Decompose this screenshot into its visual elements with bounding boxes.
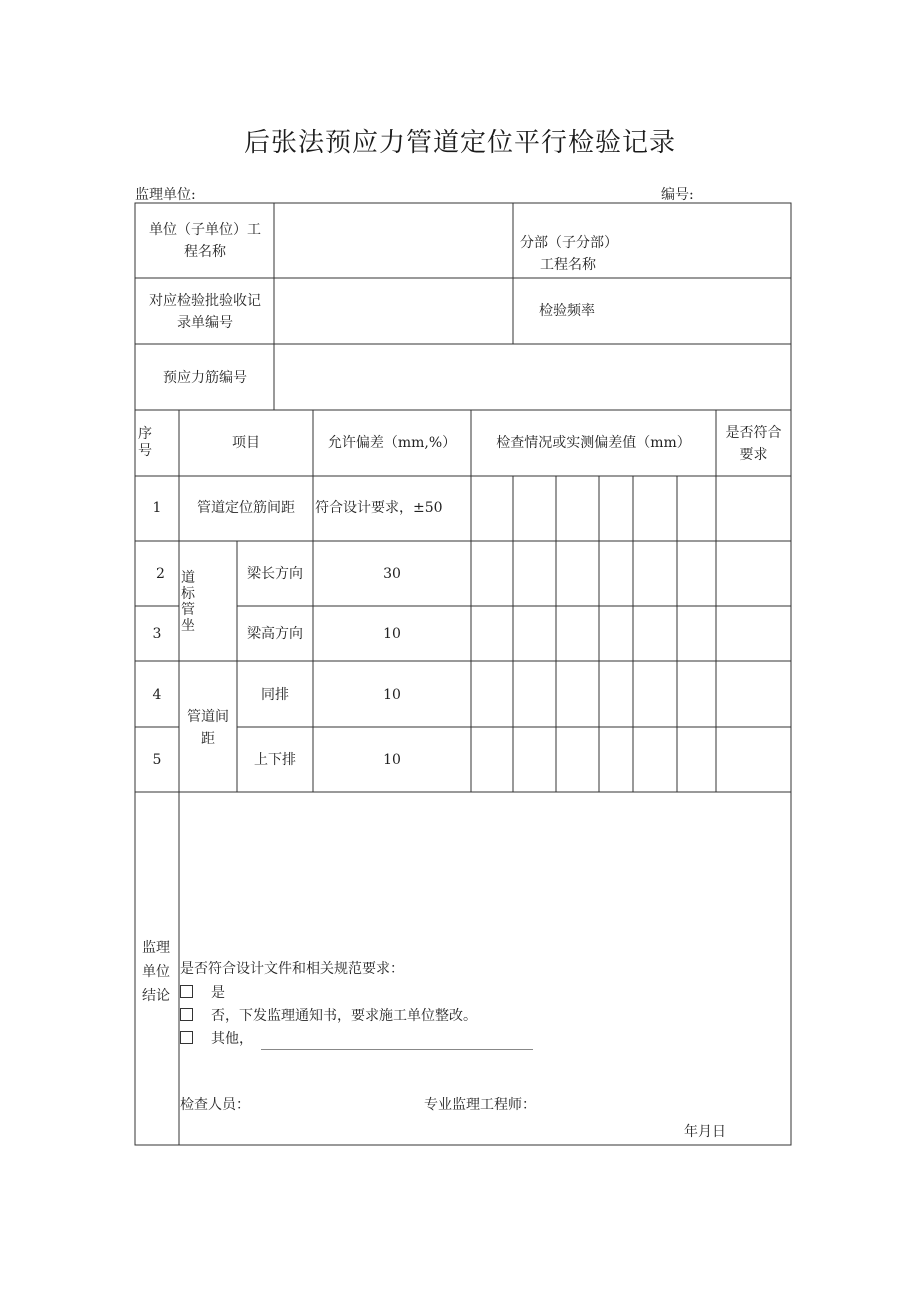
unit-project-name-line2: 程名称 [184, 244, 226, 260]
conform-header-line1: 是否符合 [725, 425, 782, 441]
row-2-tolerance: 30 [383, 566, 401, 582]
conform-header-line2: 要求 [739, 447, 768, 463]
row-4-tolerance: 10 [383, 687, 401, 703]
row-1-tolerance: 符合设计要求，±50 [315, 500, 443, 516]
option-yes[interactable] [180, 982, 225, 1004]
row-3-sub: 梁高方向 [247, 626, 303, 642]
conclusion-label [142, 936, 170, 1008]
record-number-line2: 录单编号 [177, 315, 233, 331]
sub-project-name-line1: 分部（子分部） [520, 235, 618, 251]
row-5-sub: 上下排 [254, 752, 296, 768]
sub-project-name-label [520, 232, 720, 276]
page-title: 后张法预应力管道定位平行检验记录 [243, 128, 676, 158]
seq-header-line2: 号 [138, 443, 152, 459]
coordinate-char-3: 管 [181, 602, 195, 618]
row-2-seq: 2 [156, 566, 165, 582]
coordinate-char-4: 坐 [181, 618, 195, 634]
coordinate-char-1: 道 [181, 570, 195, 586]
record-number-line1: 对应检验批验收记 [149, 293, 261, 309]
coordinate-group-label [181, 570, 195, 634]
spacing-group-line2: 距 [201, 731, 215, 747]
other-blank-line[interactable] [261, 1035, 533, 1050]
conform-header [716, 422, 791, 466]
date-label: 年月日 [684, 1124, 726, 1140]
coordinate-char-2: 标 [181, 586, 195, 602]
option-other-label: 其他， [211, 1031, 253, 1047]
unit-project-name-label [137, 219, 273, 263]
row-3-tolerance: 10 [383, 626, 401, 642]
row-1-item: 管道定位筋间距 [197, 500, 295, 516]
row-4-seq: 4 [152, 687, 162, 703]
option-other[interactable] [180, 1028, 533, 1050]
sub-project-name-line2: 工程名称 [540, 257, 596, 273]
inspection-frequency-label: 检验频率 [539, 303, 595, 319]
checkbox-other-icon[interactable] [180, 1031, 193, 1044]
option-no-label: 否，下发监理通知书，要求施工单位整改。 [211, 1008, 477, 1024]
option-yes-label: 是 [211, 985, 225, 1001]
tendon-number-label: 预应力筋编号 [163, 370, 247, 386]
seq-header-line1: 序 [138, 426, 152, 442]
checkbox-no-icon[interactable] [180, 1008, 193, 1021]
item-header: 项目 [232, 435, 260, 451]
row-5-seq: 5 [152, 752, 162, 768]
row-2-sub: 梁长方向 [247, 566, 303, 582]
seq-header [138, 426, 152, 460]
row-1-seq: 1 [152, 500, 162, 516]
conclusion-label-line3: 结论 [142, 988, 170, 1004]
inspector-label: 检查人员： [180, 1097, 250, 1113]
checkbox-yes-icon[interactable] [180, 985, 193, 998]
measured-header: 检查情况或实测偏差值（mm） [496, 435, 691, 451]
conclusion-label-line1: 监理 [142, 940, 170, 956]
option-no[interactable] [180, 1005, 477, 1027]
row-3-seq: 3 [152, 626, 162, 642]
supervisor-unit-label: 监理单位: [135, 187, 196, 203]
unit-project-name-line1: 单位（子单位）工 [149, 222, 261, 238]
row-4-sub: 同排 [261, 687, 289, 703]
serial-number-label: 编号: [661, 187, 694, 203]
record-number-label [137, 290, 273, 334]
conclusion-label-line2: 单位 [142, 964, 170, 980]
spacing-group-label [179, 706, 237, 750]
conformity-question: 是否符合设计文件和相关规范要求： [180, 961, 404, 977]
tolerance-header: 允许偏差（mm,%） [327, 435, 457, 451]
spacing-group-line1: 管道间 [187, 709, 229, 725]
row-5-tolerance: 10 [383, 752, 401, 768]
engineer-label: 专业监理工程师： [424, 1097, 536, 1113]
